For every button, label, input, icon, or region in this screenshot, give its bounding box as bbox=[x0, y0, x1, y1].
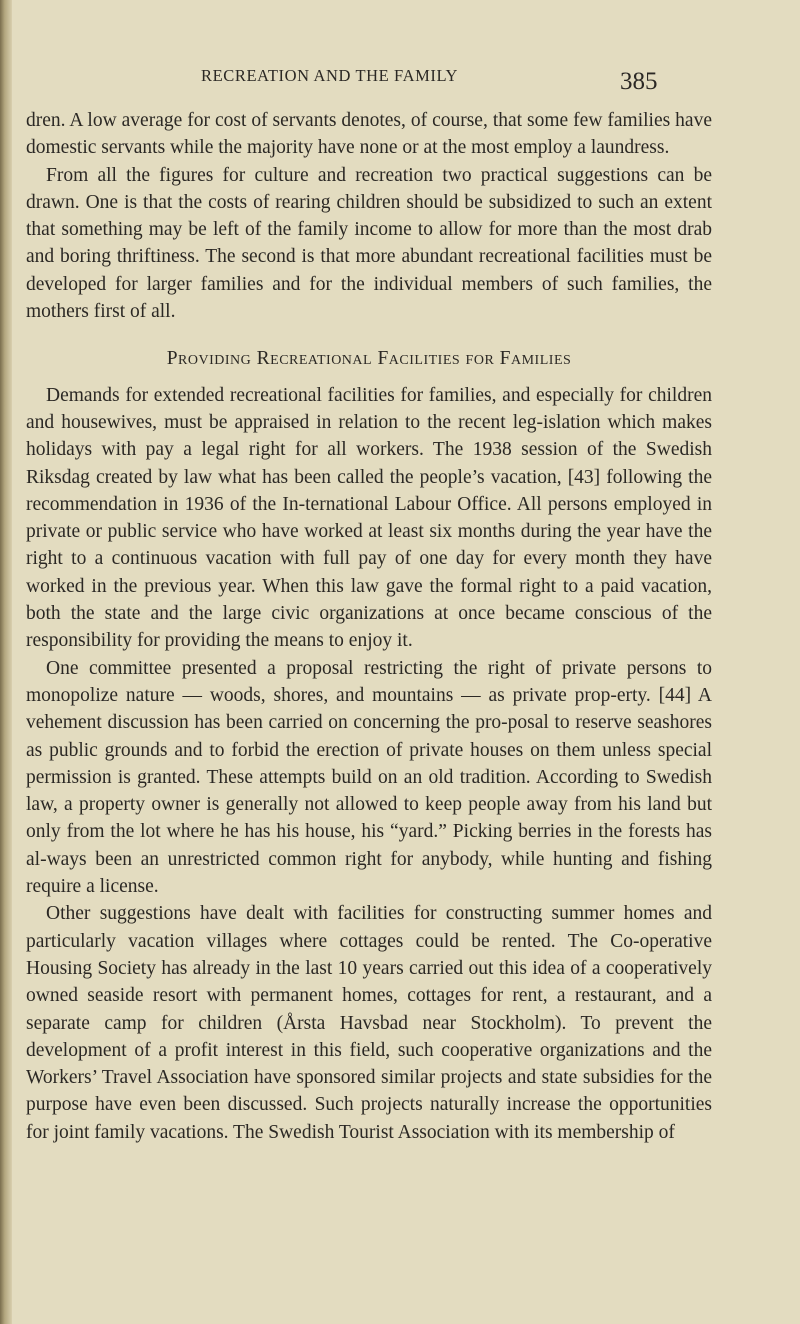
page-body bbox=[26, 107, 712, 1146]
paragraph-4: One committee presented a proposal restricting the right of private persons to monopolize nature — woods, shores, and mountains — as private prop-erty. [44] A vehement discussion has been carried on concerning the pro-posal to reserve seashores as public grounds and to forbid the erection of private houses on them unless special permission is granted. These attempts build on an old tradition. According to Swedish law, a property owner is generally not allowed to keep people away from his land but only from the lot where he has his house, his “yard.” Picking berries in the forests has al-ways been an unrestricted common right for anybody, while hunting and fishing require a license. bbox=[26, 657, 712, 898]
paragraph-3: Demands for extended recreational facilities for families, and especially for children and housewives, must be appraised in relation to the recent leg-islation which makes holidays with pay a legal right for all workers. The 1938 session of the Swedish Riksdag created by law what has been called the people’s vacation, [43] following the recommendation in 1936 of the In-ternational Labour Office. All persons employed in private or public service who have worked at least six months during the year have the right to a continuous vacation with full pay of one day for every month they have worked in the previous year. When this law gave the formal right to a paid vacation, both the state and the large civic organizations at once became conscious of the responsibility for providing the means to enjoy it. bbox=[26, 384, 712, 652]
book-gutter-shadow bbox=[0, 0, 12, 1324]
running-head: RECREATION AND THE FAMILY bbox=[201, 66, 459, 85]
paragraph-2: From all the figures for culture and recreation two practical suggestions can be drawn. One is that the costs of rearing children should be subsidized to such an extent that something may be left of the family income to allow for more than the most drab and boring thriftiness. The second is that more abundant recreational facilities must be developed for larger families and for the individual members of such families, the mothers first of all. bbox=[26, 164, 712, 323]
paragraph-5: Other suggestions have dealt with facilities for constructing summer homes and particularly vacation villages where cottages could be rented. The Co-operative Housing Society has already in the last 10 years carried out this idea of a cooperatively owned seaside resort with permanent homes, cottages for rent, a restaurant, and a separate camp for children (Årsta Havsbad near Stockholm). To prevent the development of a profit interest in this field, such cooperative organizations and the Workers’ Travel Association have sponsored similar projects and state subsidies for the purpose have even been discussed. Such projects naturally increase the opportunities for joint family vacations. The Swedish Tourist Association with its membership of bbox=[26, 903, 712, 1143]
page-number: 385 bbox=[620, 68, 658, 95]
section-heading: Providing Recreational Facilities for Families bbox=[166, 348, 572, 370]
paragraph-1: dren. A low average for cost of servants denotes, of course, that some few families have domestic servants while the majority have none or at the most employ a laundress. bbox=[26, 110, 712, 159]
